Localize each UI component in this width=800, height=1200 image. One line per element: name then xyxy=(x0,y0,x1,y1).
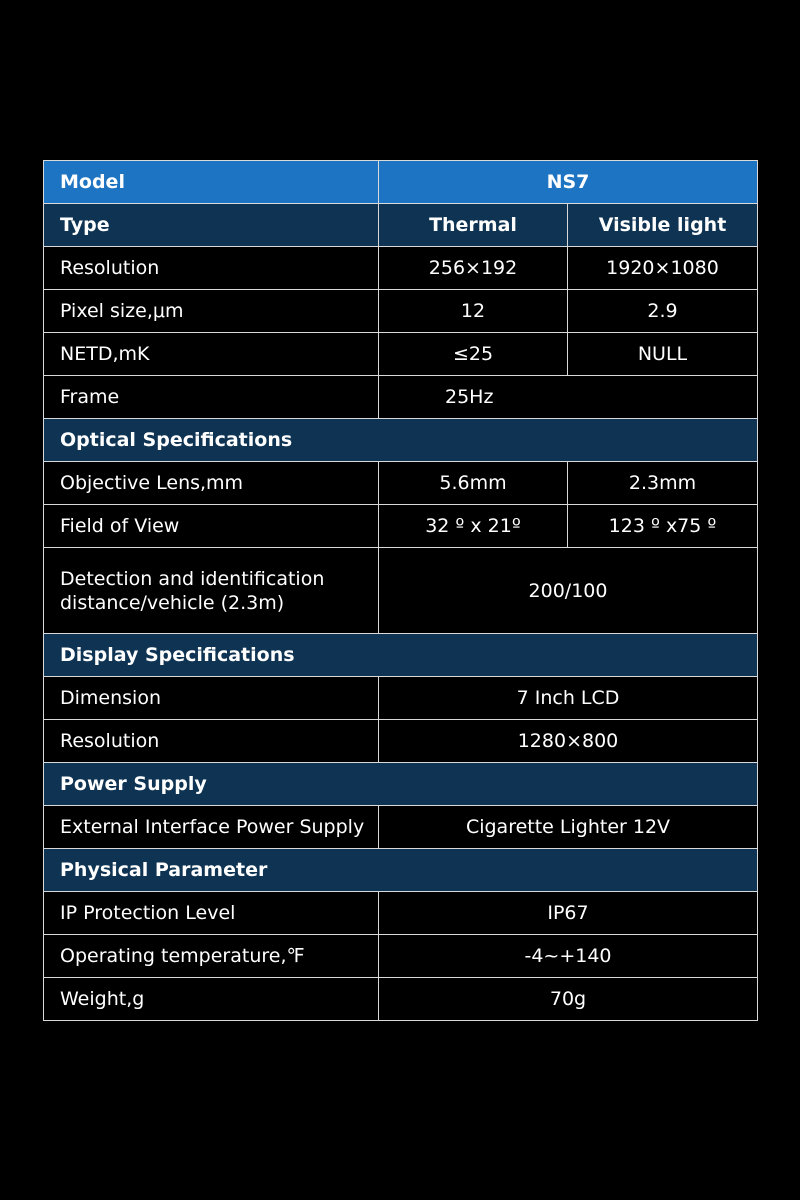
netd-visible: NULL xyxy=(568,333,758,376)
display-resolution-label: Resolution xyxy=(44,720,379,763)
operating-temp-value: -4~+140 xyxy=(379,935,758,978)
pixel-size-visible: 2.9 xyxy=(568,290,758,333)
pixel-size-thermal: 12 xyxy=(379,290,568,333)
frame-row xyxy=(44,376,758,419)
operating-temp-label: Operating temperature,℉ xyxy=(44,935,379,978)
fov-visible: 123 º x75 º xyxy=(568,505,758,548)
model-label: Model xyxy=(44,161,379,204)
type-visible: Visible light xyxy=(568,204,758,247)
fov-label: Field of View xyxy=(44,505,379,548)
optical-section-title: Optical Specifications xyxy=(44,419,758,462)
detection-row xyxy=(44,548,758,634)
display-section-row xyxy=(44,634,758,677)
resolution-label: Resolution xyxy=(44,247,379,290)
netd-thermal: ≤25 xyxy=(379,333,568,376)
type-label: Type xyxy=(44,204,379,247)
type-thermal: Thermal xyxy=(379,204,568,247)
operating-temp-row xyxy=(44,935,758,978)
physical-section-row xyxy=(44,849,758,892)
pixel-size-label: Pixel size,μm xyxy=(44,290,379,333)
external-power-label: External Interface Power Supply xyxy=(44,806,379,849)
weight-value: 70g xyxy=(379,978,758,1021)
detection-label-line2: distance/vehicle (2.3m) xyxy=(60,591,285,614)
detection-label-line1: Detection and identification xyxy=(60,567,325,590)
weight-label: Weight,g xyxy=(44,978,379,1021)
objective-lens-label: Objective Lens,mm xyxy=(44,462,379,505)
detection-value: 200/100 xyxy=(379,548,758,634)
ip-level-value: IP67 xyxy=(379,892,758,935)
pixel-size-row xyxy=(44,290,758,333)
netd-label: NETD,mK xyxy=(44,333,379,376)
frame-value: 25Hz xyxy=(379,376,758,419)
fov-thermal: 32 º x 21º xyxy=(379,505,568,548)
model-row xyxy=(44,161,758,204)
power-section-title: Power Supply xyxy=(44,763,758,806)
objective-lens-thermal: 5.6mm xyxy=(379,462,568,505)
objective-lens-visible: 2.3mm xyxy=(568,462,758,505)
dimension-label: Dimension xyxy=(44,677,379,720)
display-section-title: Display Specifications xyxy=(44,634,758,677)
display-resolution-row xyxy=(44,720,758,763)
fov-row xyxy=(44,505,758,548)
dimension-row xyxy=(44,677,758,720)
external-power-row xyxy=(44,806,758,849)
objective-lens-row xyxy=(44,462,758,505)
ip-level-label: IP Protection Level xyxy=(44,892,379,935)
optical-section-row xyxy=(44,419,758,462)
external-power-value: Cigarette Lighter 12V xyxy=(379,806,758,849)
physical-section-title: Physical Parameter xyxy=(44,849,758,892)
netd-row xyxy=(44,333,758,376)
power-section-row xyxy=(44,763,758,806)
spec-table xyxy=(43,160,758,1021)
dimension-value: 7 Inch LCD xyxy=(379,677,758,720)
ip-level-row xyxy=(44,892,758,935)
weight-row xyxy=(44,978,758,1021)
display-resolution-value: 1280×800 xyxy=(379,720,758,763)
resolution-thermal: 256×192 xyxy=(379,247,568,290)
detection-label xyxy=(44,548,379,634)
resolution-row xyxy=(44,247,758,290)
resolution-visible: 1920×1080 xyxy=(568,247,758,290)
type-row xyxy=(44,204,758,247)
model-value: NS7 xyxy=(379,161,758,204)
frame-label: Frame xyxy=(44,376,379,419)
